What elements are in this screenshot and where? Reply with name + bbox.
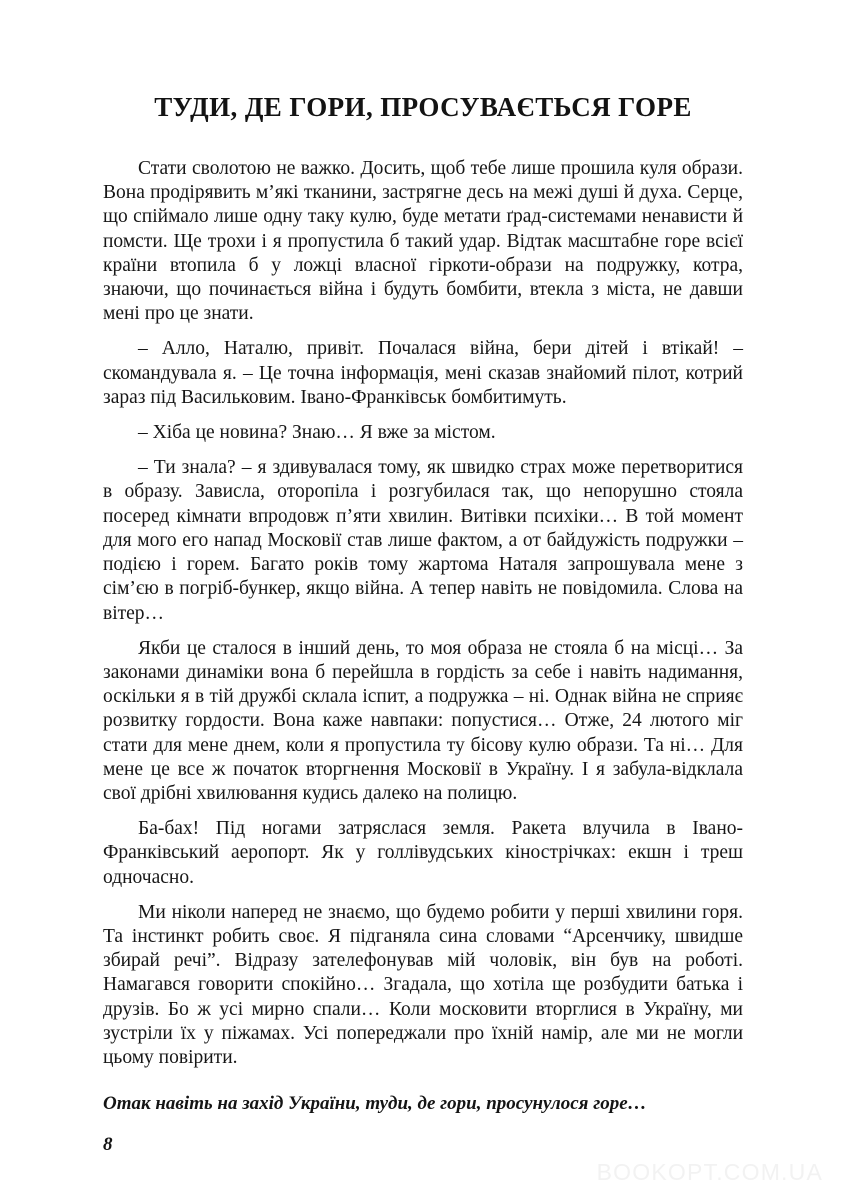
page-content: [103, 0, 743, 1156]
paragraph: – Ти знала? – я здивувалася тому, як швидко страх може перетворитися в образу. Зависла, оторопіла і розгубилася так, що непорушно стояла посеред кімнати впродовж п’яти хвилин. Витівки психіки… В той момент для мого его напад Московії став лише фактом, а от байдужість подружки – подією і горем. Багато років тому жартома Наталя запрошувала мене з сім’єю в погріб-бункер, якщо війна. А тепер навіть не повідомила. Слова на вітер…: [103, 457, 743, 624]
page-number: 8: [103, 1134, 113, 1156]
paragraph: – Алло, Наталю, привіт. Почалася війна, бери дітей і втікай! – скомандувала я. – Це точна інформація, мені сказав знайомий пілот, котрий зараз під Васильковим. Івано-Франківськ бомбитимуть.: [103, 338, 743, 408]
body-text: [103, 157, 743, 1156]
paragraph: – Хіба це новина? Знаю… Я вже за містом.: [138, 422, 496, 444]
closing-line: Отак навіть на захід України, туди, де гори, просунулося горе…: [103, 1093, 647, 1115]
page-title: ТУДИ, ДЕ ГОРИ, ПРОСУВАЄТЬСЯ ГОРЕ: [154, 92, 692, 122]
paragraph: Ба-бах! Під ногами затряслася земля. Ракета влучила в Івано-Франківський аеропорт. Як у голлівудських кінострічках: екшн і треш одночасно.: [103, 818, 743, 888]
paragraph: Стати сволотою не важко. Досить, щоб тебе лише прошила куля образи. Вона продірявить м’які тканини, застрягне десь на межі душі й духа. Серце, що спіймало лише одну таку кулю, буде метати ґрад-системами ненависти й помсти. Ще трохи і я пропустила б такий удар. Відтак масштабне горе всієї країни втопила б у ложці власної гіркоти-образи на подружку, котра, знаючи, що починається війна і будуть бомбити, втекла з міста, не давши мені про це знати.: [103, 158, 743, 325]
watermark: BOOKOPT.COM.UA: [596, 1159, 823, 1185]
paragraph: Якби це сталося в інший день, то моя образа не стояла б на місці… За законами динаміки вона б перейшла в гордість за себе і навіть надимання, оскільки я в тій дружбі склала іспит, а подружка – ні. Однак війна не сприяє розвитку гордости. Вона каже навпаки: попустися… Отже, 24 лютого міг стати для мене днем, коли я пропустила ту бісову кулю образи. Та ні… Для мене це все ж початок вторгнення Московії в Україну. І я забула-відклала свої дрібні хвилювання кудись далеко на полицю.: [103, 637, 743, 804]
paragraph: Ми ніколи наперед не знаємо, що будемо робити у перші хвилини горя. Та інстинкт робить своє. Я підганяла сина словами “Арсенчику, швидше збирай речі”. Відразу зателефонував мій чоловік, він був на роботі. Намагався говорити спокійно… Згадала, що хотіла ще розбудити батька і друзів. Бо ж усі мирно спали… Коли московити вторглися в Україну, ми зустріли їх у піжамах. Усі попереджали про їхній намір, але ми не могли цьому повірити.: [103, 901, 743, 1068]
